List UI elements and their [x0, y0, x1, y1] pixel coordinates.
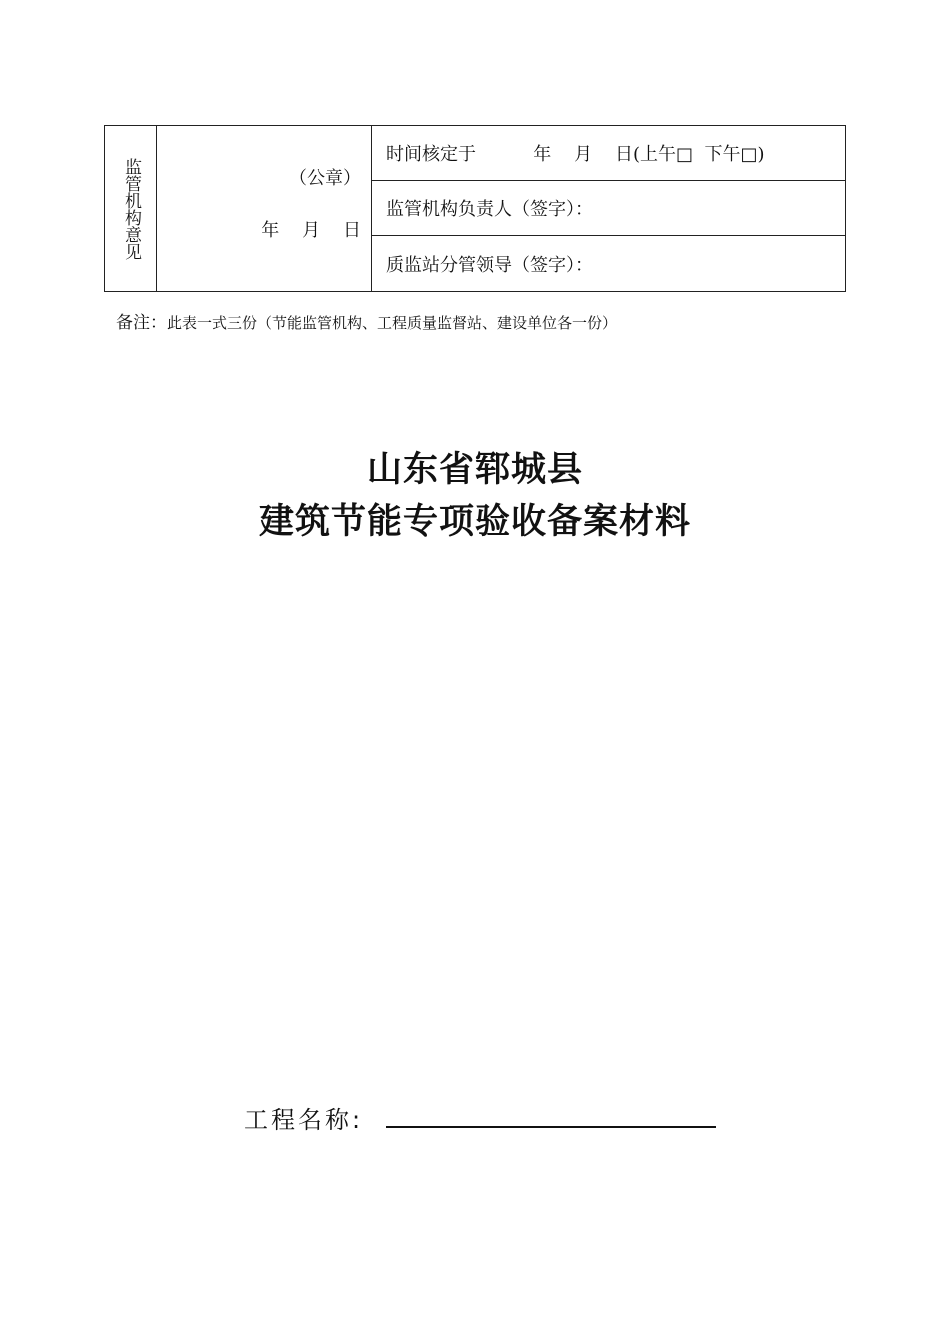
remark-prefix: 备注： — [116, 313, 167, 333]
supervision-opinion-table — [104, 125, 846, 292]
opinion-label: 监管机构意见 — [121, 157, 141, 260]
agency-head-signature-row: 监管机构负责人（签字）： — [372, 181, 846, 236]
time-verification-row: 时间核定于 年 月 日(上午□ 下午□) — [372, 126, 846, 181]
remark-note — [116, 308, 617, 333]
project-name-label: 工程名称: — [244, 1106, 364, 1134]
official-seal-label: （公章） — [289, 168, 361, 189]
station-leader-signature-row: 质监站分管领导（签字）： — [372, 236, 846, 292]
project-name-blank-line[interactable] — [386, 1126, 716, 1128]
seal-date: 年 月 日 — [261, 220, 361, 241]
document-title-line2: 建筑节能专项验收备案材料 — [258, 501, 691, 542]
remark-body: 此表一式三份（节能监管机构、工程质量监督站、建设单位各一份） — [167, 314, 618, 332]
opinion-label-cell — [105, 126, 157, 292]
document-title-line1: 山东省郓城县 — [366, 449, 583, 490]
seal-cell — [157, 126, 372, 292]
